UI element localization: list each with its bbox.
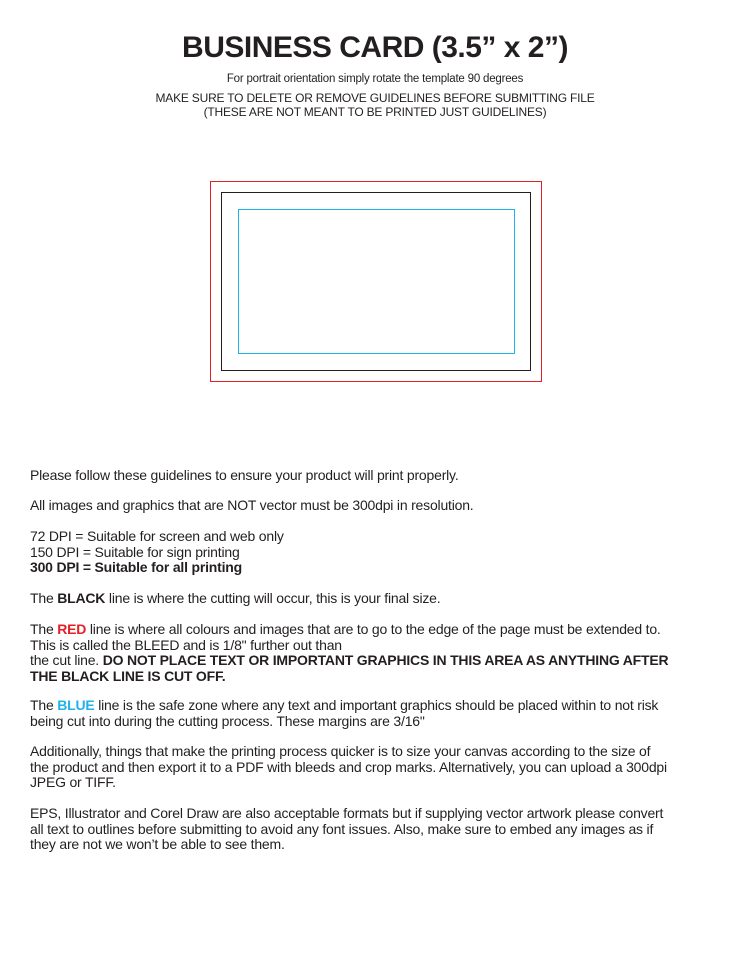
blue-keyword: BLUE (57, 697, 95, 713)
text: line is the safe zone where any text and important graphics should be placed within to not risk (94, 697, 659, 713)
page-title: BUSINESS CARD (3.5” x 2”) (182, 31, 568, 64)
red-keyword: RED (57, 621, 87, 637)
text: they are not we won’t be able to see them. (30, 836, 285, 852)
safe-zone-blue (238, 209, 515, 354)
subtitle: For portrait orientation simply rotate the template 90 degrees (226, 73, 524, 85)
text: line is where the cutting will occur, this is your final size. (105, 590, 441, 606)
text: line is where all colours and images that are to go to the edge of the page must be extended to. (86, 621, 661, 637)
warning-line-2: (THESE ARE NOT MEANT TO BE PRINTED JUST GUIDELINES) (203, 105, 547, 119)
dpi-72: 72 DPI = Suitable for screen and web only (30, 528, 284, 544)
text: the cut line. (30, 652, 103, 668)
text: being cut into during the cutting process. These margins are 3/16" (30, 712, 425, 729)
text: The (30, 697, 58, 713)
intro-text: Please follow these guidelines to ensure your product will print properly. (30, 467, 459, 483)
text: Additionally, things that make the printing process quicker is to size your canvas according to the size of (30, 743, 651, 759)
black-line-text (30, 591, 440, 607)
bleed-warning: THE BLACK LINE IS CUT OFF. (30, 667, 226, 684)
black-keyword: BLACK (57, 590, 106, 606)
text: the product and then export it to a PDF with bleeds and crop marks. Alternatively, you can upload a 300dpi (30, 758, 667, 775)
text: The (30, 590, 58, 606)
red-line-text (30, 622, 668, 684)
formats-text (30, 806, 663, 853)
text: The (30, 621, 58, 637)
text: This is called the BLEED and is 1/8" further out than (30, 636, 342, 653)
text: all text to outlines before submitting to avoid any font issues. Also, make sure to embed any images as if (30, 820, 654, 837)
blue-line-text (30, 698, 658, 729)
warning-line-1: MAKE SURE TO DELETE OR REMOVE GUIDELINES BEFORE SUBMITTING FILE (155, 91, 595, 105)
dpi-list (30, 529, 284, 576)
dpi-150: 150 DPI = Suitable for sign printing (30, 543, 240, 560)
additional-text (30, 744, 667, 791)
resolution-text: All images and graphics that are NOT vector must be 300dpi in resolution. (30, 497, 474, 513)
dpi-300: 300 DPI = Suitable for all printing (30, 559, 242, 575)
text: EPS, Illustrator and Corel Draw are also acceptable formats but if supplying vector artwork please convert (30, 805, 664, 821)
text: JPEG or TIFF. (30, 774, 116, 790)
bleed-warning: DO NOT PLACE TEXT OR IMPORTANT GRAPHICS IN THIS AREA AS ANYTHING AFTER (102, 652, 669, 668)
